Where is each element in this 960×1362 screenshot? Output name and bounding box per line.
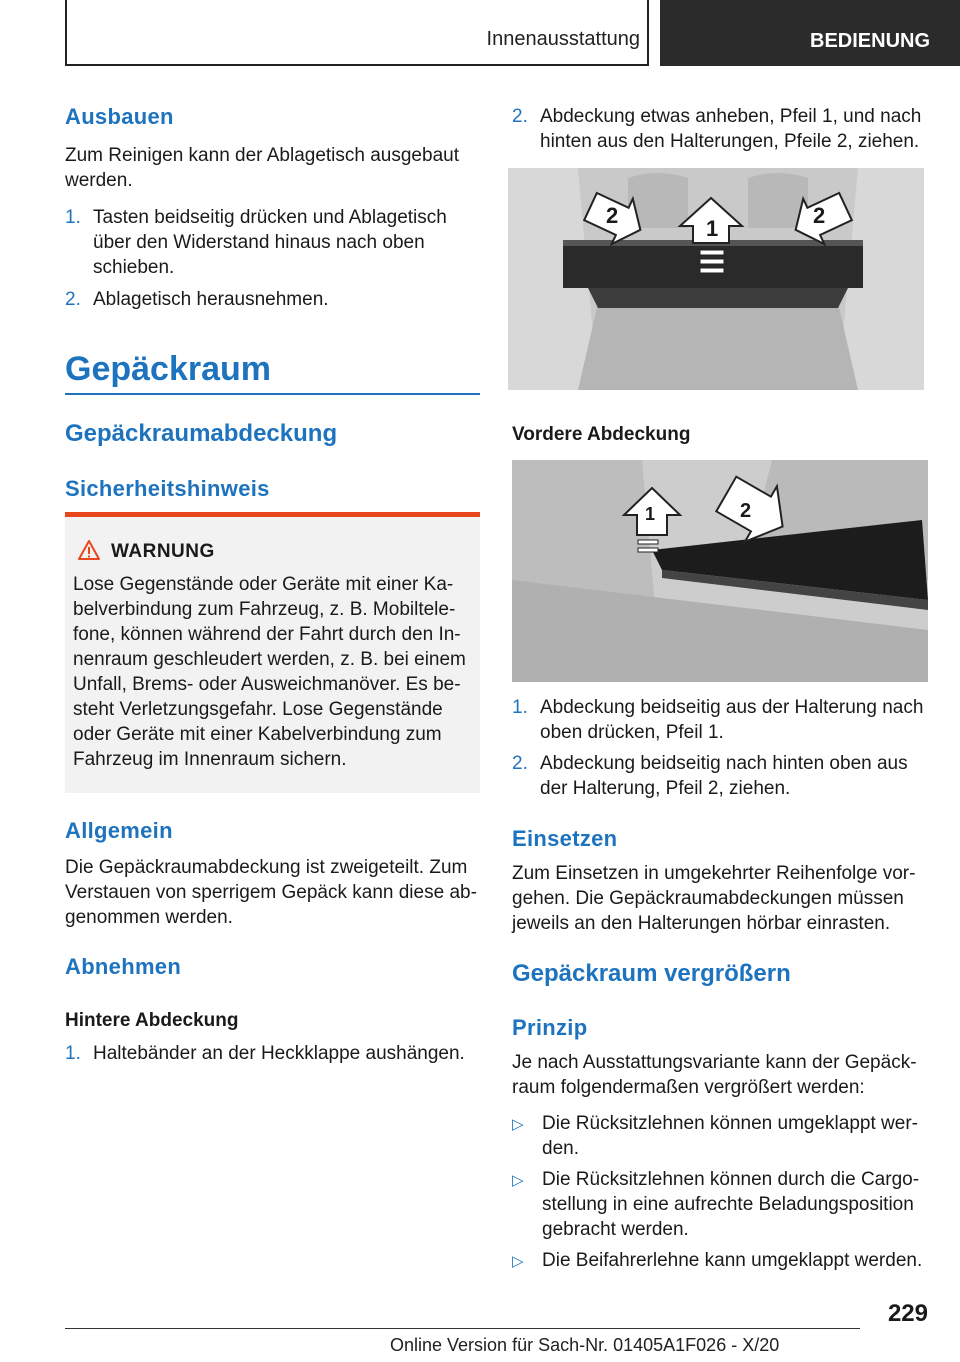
arrow-label: 2 [813, 203, 826, 228]
page-number: 229 [887, 1300, 928, 1327]
arrow-label: 1 [706, 216, 719, 241]
vordere-steps [512, 695, 932, 801]
bullet-text: Die Rücksitzlehnen können umgeklappt wer-den. [542, 1113, 918, 1159]
subsection-heading: Sicherheitshinweis [65, 476, 270, 501]
arrow-label: 2 [606, 203, 619, 228]
prinzip-heading: Prinzip [512, 1015, 588, 1040]
warning-title: WARNUNG [111, 541, 215, 562]
footer-rule [65, 1328, 860, 1329]
chapter-heading: Gepäckraum [65, 350, 271, 388]
step-item [512, 695, 932, 751]
step-number: 2. [512, 753, 528, 774]
warning-box [65, 517, 480, 793]
ausbauen-steps [65, 205, 475, 312]
vordere-abdeckung-label: Vordere Abdeckung [512, 424, 691, 445]
einsetzen-heading: Einsetzen [512, 826, 618, 851]
allgemein-heading: Allgemein [65, 818, 173, 843]
chapter-tab: BEDIENUNG [660, 0, 960, 66]
prinzip-bullets [512, 1111, 932, 1273]
bullet-triangle-icon: ▷ [512, 1253, 524, 1270]
step-item [65, 1041, 475, 1066]
abnehmen-heading: Abnehmen [65, 954, 182, 979]
step-text: Ablagetisch herausnehmen. [93, 289, 329, 310]
step-item [512, 104, 930, 154]
section-title: Innenausstattung [486, 28, 640, 50]
step-number: 2. [65, 289, 81, 310]
front-cover-photo [512, 460, 928, 682]
hintere-abdeckung-label: Hintere Abdeckung [65, 1010, 239, 1031]
step-number: 1. [65, 1043, 81, 1064]
step-text: Haltebänder an der Heckklappe aushängen. [93, 1043, 465, 1064]
step-number: 1. [512, 697, 528, 718]
bullet-text: Die Rücksitzlehnen können durch die Cargo-stellung in eine aufrechte Beladungsposition gebracht werden. [542, 1169, 920, 1240]
heading-rule [65, 393, 480, 395]
vergroessern-heading: Gepäckraum vergrößern [512, 960, 791, 987]
step-number: 1. [65, 207, 81, 228]
step-item [65, 287, 475, 312]
bullet-item [512, 1167, 932, 1248]
section-heading: Gepäckraumabdeckung [65, 420, 338, 447]
rear-cover-photo [508, 168, 924, 390]
einsetzen-text: Zum Einsetzen in umgekehrter Reihenfolge vor-gehen. Die Gepäckraumabdeckungen müssen jeweils an den Halterungen hörbar einrasten. [512, 863, 916, 934]
allgemein-text: Die Gepäckraumabdeckung ist zweigeteilt. Zum Verstauen von sperrigem Gepäck kann diese ab-genommen werden. [65, 857, 477, 928]
bullet-item [512, 1111, 932, 1167]
ausbauen-heading: Ausbauen [65, 104, 174, 129]
step-number: 2. [512, 106, 528, 127]
bullet-text: Die Beifahrerlehne kann umgeklappt werden. [542, 1250, 923, 1271]
ausbauen-intro: Zum Reinigen kann der Ablagetisch ausgebaut werden. [65, 145, 459, 191]
bullet-item [512, 1248, 932, 1273]
step-text: Abdeckung beidseitig aus der Halterung nach oben drücken, Pfeil 1. [540, 697, 924, 743]
bullet-triangle-icon: ▷ [512, 1172, 524, 1189]
arrow-label: 1 [645, 504, 656, 524]
step-item [65, 205, 475, 287]
step-text: Tasten beidseitig drücken und Ablagetisch über den Widerstand hinaus nach oben schieben. [93, 207, 447, 278]
online-version-note: Online Version für Sach-Nr. 01405A1F026 - X/20 [390, 1335, 780, 1355]
step-text: Abdeckung etwas anheben, Pfeil 1, und nach hinten aus den Halterungen, Pfeile 2, ziehen. [540, 106, 922, 152]
bullet-triangle-icon: ▷ [512, 1116, 524, 1133]
step-text: Abdeckung beidseitig nach hinten oben aus der Halterung, Pfeil 2, ziehen. [540, 753, 908, 799]
prinzip-text: Je nach Ausstattungsvariante kann der Gepäck-raum folgendermaßen vergrößert werden: [512, 1052, 917, 1098]
arrow-label: 2 [740, 500, 752, 522]
warning-triangle-icon [77, 539, 101, 561]
step-item [512, 751, 932, 801]
warning-text: Lose Gegenstände oder Geräte mit einer Ka-belverbindung zum Fahrzeug, z. B. Mobiltele-fone, können während der Fahrt durch den In-nenraum geschleudert werden, z. B. bei einem Unfall, Brems- oder Ausweichmanöver. Es be-steht Verletzungsgefahr. Lose Gegenstände oder Geräte mit einer Kabelverbindung zum Fahrzeug im Innenraum sichern. [73, 574, 466, 770]
